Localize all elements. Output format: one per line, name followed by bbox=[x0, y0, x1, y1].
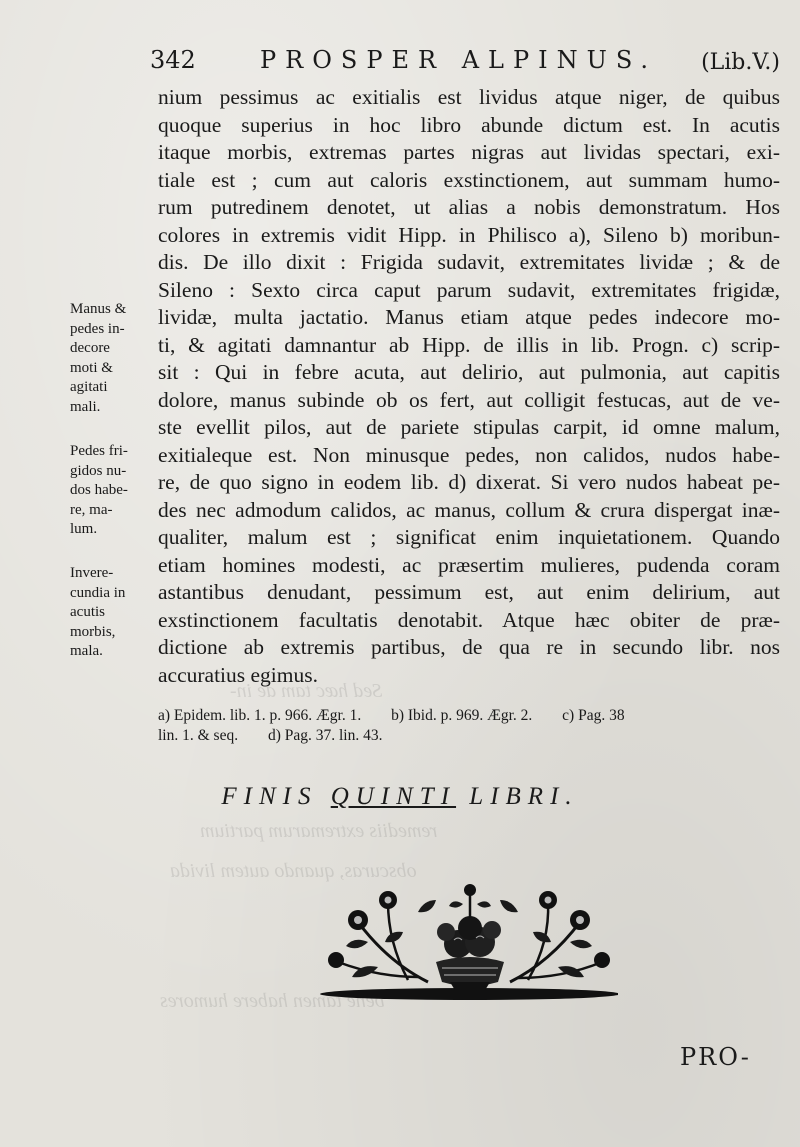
footnotes bbox=[158, 706, 788, 746]
text-line: des nec admodum calidos, ac manus, collum & crura dispergat inæ- bbox=[158, 497, 780, 522]
text-line: exstinctionem facultatis denotabit. Atque hæc obiter de præ- bbox=[158, 607, 780, 632]
text-line: itaque morbis, extremas partes nigras aut lividas spectari, exi- bbox=[158, 140, 780, 164]
text-line: exitialeque est. Non minusque pedes, non calidos, nudos habe- bbox=[158, 442, 780, 467]
text-line: nium pessimus ac exitialis est lividus atque niger, de quibus bbox=[158, 85, 780, 109]
margin-note: Invere- cundia in acutis morbis, mala. bbox=[70, 565, 126, 659]
show-through-text: remediis extremarum partium bbox=[200, 820, 438, 842]
finis-word: LIBRI. bbox=[469, 783, 579, 810]
finis-word: QUINTI bbox=[330, 783, 457, 810]
text-line: dolore, manus subinde ob os fert, aut colligit festucas, aut de ve- bbox=[158, 387, 780, 412]
text-line: accuratius egimus. bbox=[158, 662, 319, 687]
footnote-c: c) Pag. 38 bbox=[562, 707, 625, 724]
footnote-d: d) Pag. 37. lin. 43. bbox=[267, 727, 383, 744]
finis-heading bbox=[0, 783, 800, 811]
text-line: ste evellit pilos, aut de pariete stipulas carpit, id omne malum, bbox=[158, 415, 780, 439]
text-line: dictione ab extremis partibus, de qua re in secundo libr. nos bbox=[158, 635, 780, 659]
text-line: dis. De illo dixit : Frigida sudavit, extremitates lividæ ; & de bbox=[158, 250, 780, 274]
margin-note: Pedes fri- gidos nu- dos habe- re, ma- lum. bbox=[70, 443, 128, 537]
finis-word: FINIS bbox=[221, 783, 318, 810]
margin-note: Manus & pedes in- decore moti & agitati mali. bbox=[70, 301, 127, 415]
text-line: ti, & agitati damnantur ab Hipp. de illis in lib. Progn. c) scrip- bbox=[158, 332, 780, 357]
text-line: etiam homines modesti, ac præsertim mulieres, pudenda coram bbox=[158, 552, 780, 577]
running-title: PROSPER ALPINUS. bbox=[260, 46, 658, 74]
text-line: quoque superius in hoc libro abunde dictum est. In acutis bbox=[158, 112, 780, 137]
footnote-c-continued: lin. 1. & seq. bbox=[158, 727, 239, 744]
text-line: re, de quo signo in eodem lib. d) dixerat. Si vero nudos habeat pe- bbox=[158, 470, 780, 494]
show-through-text: bene tamen habere humores bbox=[160, 990, 385, 1012]
text-line: colores in extremis vidit Hipp. in Philisco a), Sileno b) moribun- bbox=[158, 222, 780, 247]
text-line: tiale est ; cum aut caloris exstinctionem, aut summam humo- bbox=[158, 167, 780, 192]
text-line: lividæ, multa jactatio. Manus etiam atque pedes indecore mo- bbox=[158, 305, 780, 329]
text-line: qualiter, malum est ; significat enim inquietationem. Quando bbox=[158, 525, 780, 549]
flower-basket-ornament-icon bbox=[318, 882, 618, 1002]
text-line: astantibus denudant, pessimum est, aut enim delirium, aut bbox=[158, 580, 780, 604]
footnote-b: b) Ibid. p. 969. Ægr. 2. bbox=[391, 707, 533, 724]
main-text-block bbox=[158, 84, 780, 689]
footnote-a: a) Epidem. lib. 1. p. 966. Ægr. 1. bbox=[158, 707, 362, 724]
catchword: PRO- bbox=[680, 1043, 751, 1071]
page-number: 342 bbox=[150, 46, 196, 74]
footnote-line bbox=[158, 726, 788, 746]
show-through-text: obscuras, quando autem livida bbox=[170, 860, 417, 882]
section-marker: (Lib.V.) bbox=[701, 50, 780, 75]
text-line: Sileno : Sexto circa caput parum sudavit, extremitates frigidæ, bbox=[158, 277, 780, 302]
running-header bbox=[150, 46, 790, 82]
text-line: rum putredinem denotet, ut alias a nobis demonstratum. Hos bbox=[158, 195, 780, 219]
text-line: sit : Qui in febre acuta, aut delirio, aut pulmonia, aut capitis bbox=[158, 360, 780, 384]
show-through-text: Sed hæc tam de in- bbox=[230, 680, 383, 702]
footnote-line bbox=[158, 706, 788, 726]
